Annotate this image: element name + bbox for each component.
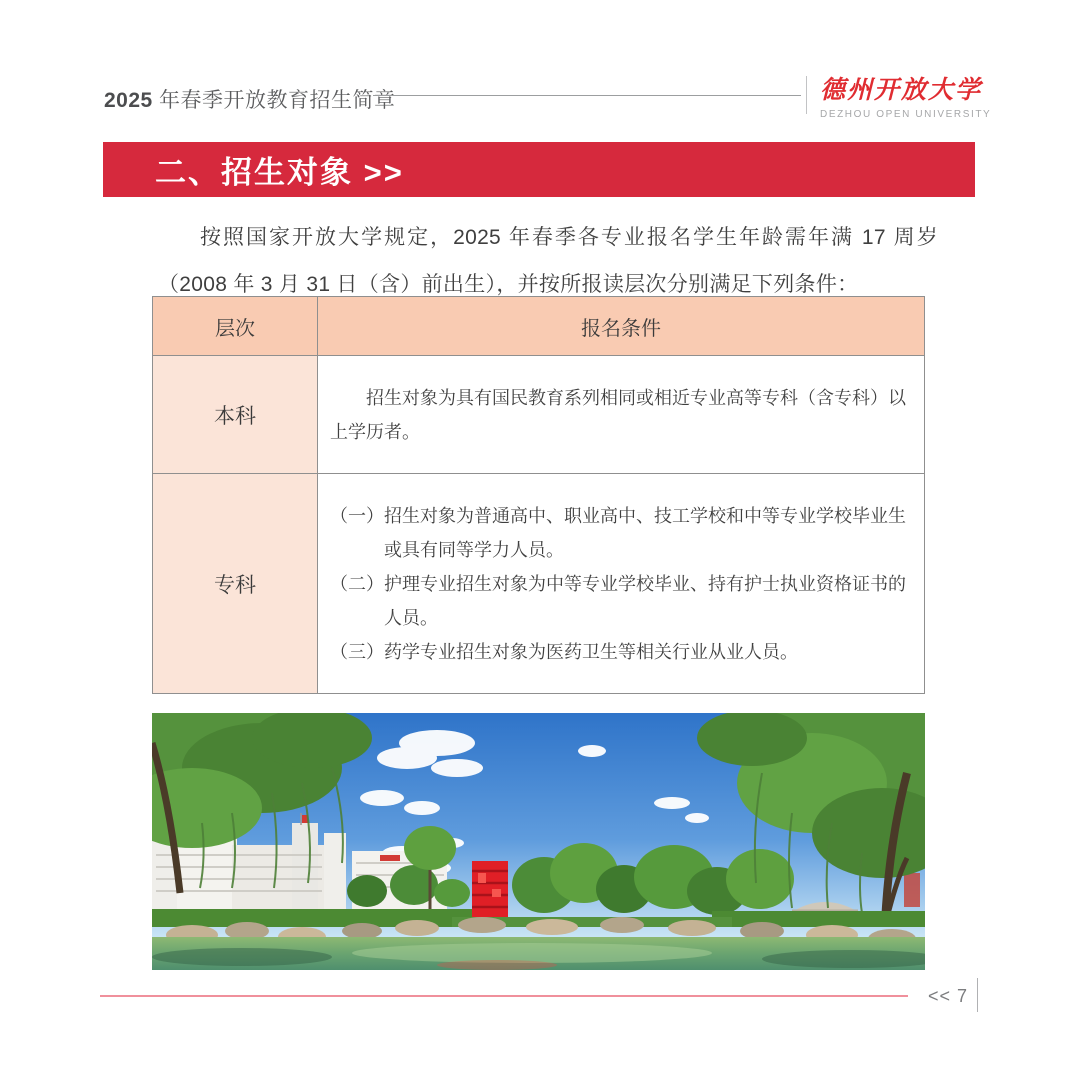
page-number: << 7 — [928, 986, 969, 1006]
document-title-text: 年春季开放教育招生简章 — [152, 89, 396, 112]
level-cell-undergraduate: 本科 — [153, 356, 318, 474]
condition-text: 招生对象为具有国民教育系列相同或相近专业高等专科（含专科）以上学历者。 — [330, 387, 906, 442]
table-header-level: 层次 — [153, 297, 318, 356]
condition-item-1: （一）招生对象为普通高中、职业高中、技工学校和中等专业学校毕业生或具有同等学力人员。 — [330, 505, 906, 560]
university-logo-chinese: 德州开放大学 — [820, 77, 983, 104]
intro-paragraph: 按照国家开放大学规定，2025 年春季各专业报名学生年龄需年满 17 周岁（2008 年 3 月 31 日（含）前出生），并按所报读层次分别满足下列条件： — [158, 226, 938, 296]
campus-photo-illustration — [152, 713, 925, 970]
table-header-condition: 报名条件 — [318, 297, 925, 356]
level-cell-college: 专科 — [153, 474, 318, 694]
section-banner — [103, 142, 975, 197]
requirements-table — [152, 296, 925, 694]
condition-item-3: （三）药学专业招生对象为医药卫生等相关行业从业人员。 — [330, 641, 798, 662]
table-row — [153, 356, 925, 474]
header-vertical-divider — [806, 76, 807, 114]
condition-item-2: （二）护理专业招生对象为中等专业学校毕业、持有护士执业资格证书的人员。 — [330, 573, 906, 628]
condition-cell-college — [318, 474, 925, 694]
footer-vertical-divider — [977, 978, 978, 1012]
university-logo-english: DEZHOU OPEN UNIVERSITY — [820, 109, 992, 120]
condition-cell-undergraduate — [318, 356, 925, 474]
document-title-year: 2025 — [104, 89, 153, 112]
header-divider-line — [373, 95, 801, 96]
table-row — [153, 474, 925, 694]
campus-lake-photo — [152, 713, 925, 970]
section-title: 二、招生对象 >> — [155, 155, 404, 190]
document-title — [104, 84, 396, 114]
footer-divider-line — [100, 995, 908, 997]
university-logo — [820, 70, 992, 120]
table-header-row — [153, 297, 925, 356]
